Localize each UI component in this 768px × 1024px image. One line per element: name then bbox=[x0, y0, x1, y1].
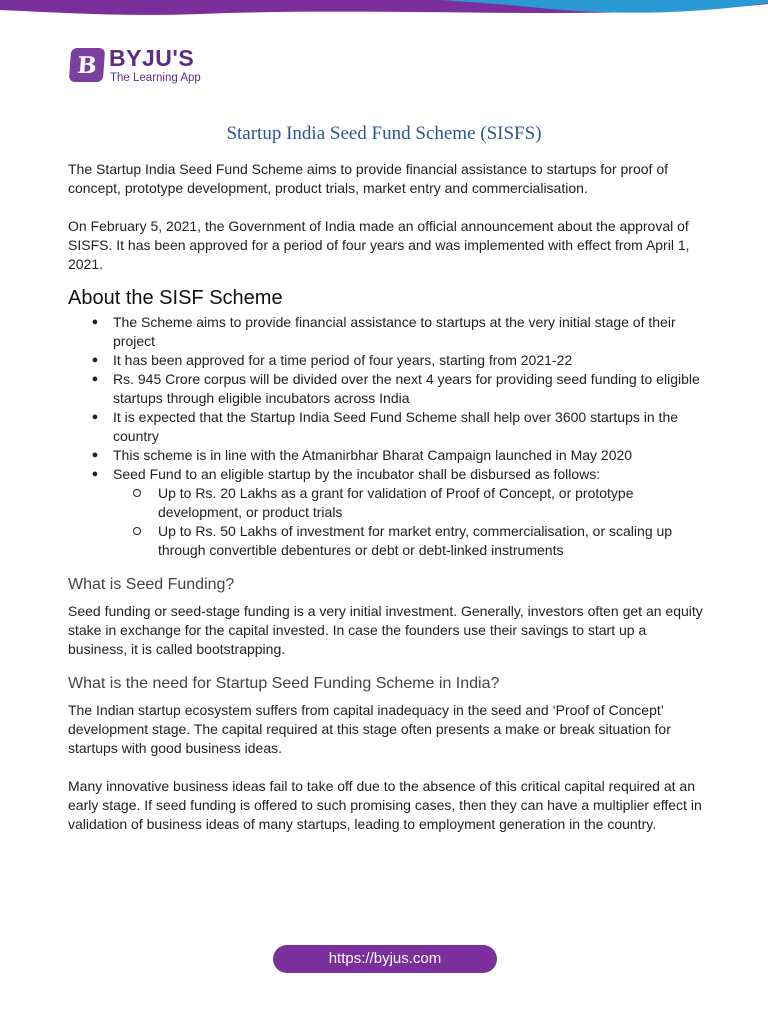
header-wave-banner bbox=[0, 0, 768, 24]
need-paragraph: Many innovative business ideas fail to take off due to the absence of this critical capital required at an early stage. If seed funding is offered to such promising cases, then they can have a multiplier effect in validation of business ideas of many startups, leading to employment generation in the country. bbox=[68, 778, 702, 832]
about-heading: About the SISF Scheme bbox=[68, 287, 283, 309]
bullet-icon: ● bbox=[91, 449, 99, 461]
list-item: ● The Scheme aims to provide financial assistance to startups at the very initial stage of their project bbox=[68, 313, 708, 351]
document-body bbox=[68, 160, 708, 834]
list-item: ● It has been approved for a time period of four years, starting from 2021-22 bbox=[68, 351, 708, 370]
circle-bullet-icon bbox=[133, 527, 141, 535]
logo-name: BYJU'S bbox=[109, 45, 195, 71]
need-paragraph: The Indian startup ecosystem suffers from capital inadequacy in the seed and ‘Proof of Concept’ development stage. The capital required at this stage often presents a make or break situation for startups with good business ideas. bbox=[68, 702, 671, 756]
about-bullet-list bbox=[68, 313, 708, 560]
bullet-icon: ● bbox=[91, 468, 99, 480]
logo-mark-icon: B bbox=[69, 48, 105, 82]
header-wave-graphic bbox=[0, 0, 768, 24]
website-url[interactable]: https://byjus.com bbox=[328, 950, 442, 967]
bullet-icon: ● bbox=[91, 411, 99, 423]
website-link-button[interactable] bbox=[273, 945, 497, 973]
intro-paragraph: On February 5, 2021, the Government of India made an official announcement about the approval of SISFS. It has been approved for a period of four years and was implemented with effect from April 1, 2021. bbox=[68, 218, 690, 272]
list-item: ● It is expected that the Startup India Seed Fund Scheme shall help over 3600 startups in the country bbox=[68, 408, 708, 446]
bullet-icon: ● bbox=[91, 373, 99, 385]
byjus-logo[interactable] bbox=[70, 46, 220, 88]
list-item: ● This scheme is in line with the Atmanirbhar Bharat Campaign launched in May 2020 bbox=[68, 446, 708, 465]
logo-tagline: The Learning App bbox=[110, 72, 201, 84]
list-item: ● Rs. 945 Crore corpus will be divided over the next 4 years for providing seed funding to eligible startups through eligible incubators across India bbox=[68, 370, 708, 408]
sub-bullet-list bbox=[113, 484, 708, 560]
sub-list-item: Up to Rs. 50 Lakhs of investment for market entry, commercialisation, or scaling up through convertible debentures or debt or debt-linked instruments bbox=[113, 522, 708, 560]
seed-funding-heading: What is Seed Funding? bbox=[68, 576, 235, 593]
intro-paragraph: The Startup India Seed Fund Scheme aims to provide financial assistance to startups for proof of concept, prototype development, product trials, market entry and commercialisation. bbox=[68, 161, 668, 196]
bullet-icon: ● bbox=[91, 316, 99, 328]
need-heading: What is the need for Startup Seed Funding Scheme in India? bbox=[68, 675, 500, 692]
sub-list-item: Up to Rs. 20 Lakhs as a grant for validation of Proof of Concept, or prototype development, or product trials bbox=[113, 484, 708, 522]
list-item: ● Seed Fund to an eligible startup by the incubator shall be disbursed as follows: Up to Rs. 20 Lakhs as a grant for validation of Proof of Concept, or prototype development, or product trials Up to Rs. 50 Lakhs of investment for market entry, commercialisation, or scaling up through convertible debentures or debt or debt-linked instruments bbox=[68, 465, 708, 560]
seed-funding-paragraph: Seed funding or seed-stage funding is a very initial investment. Generally, investors often get an equity stake in exchange for the capital invested. In case the founders use their savings to start up a business, it is called bootstrapping. bbox=[68, 603, 703, 657]
bullet-icon: ● bbox=[91, 354, 99, 366]
document-title: Startup India Seed Fund Scheme (SISFS) bbox=[226, 123, 542, 144]
circle-bullet-icon bbox=[133, 489, 141, 497]
